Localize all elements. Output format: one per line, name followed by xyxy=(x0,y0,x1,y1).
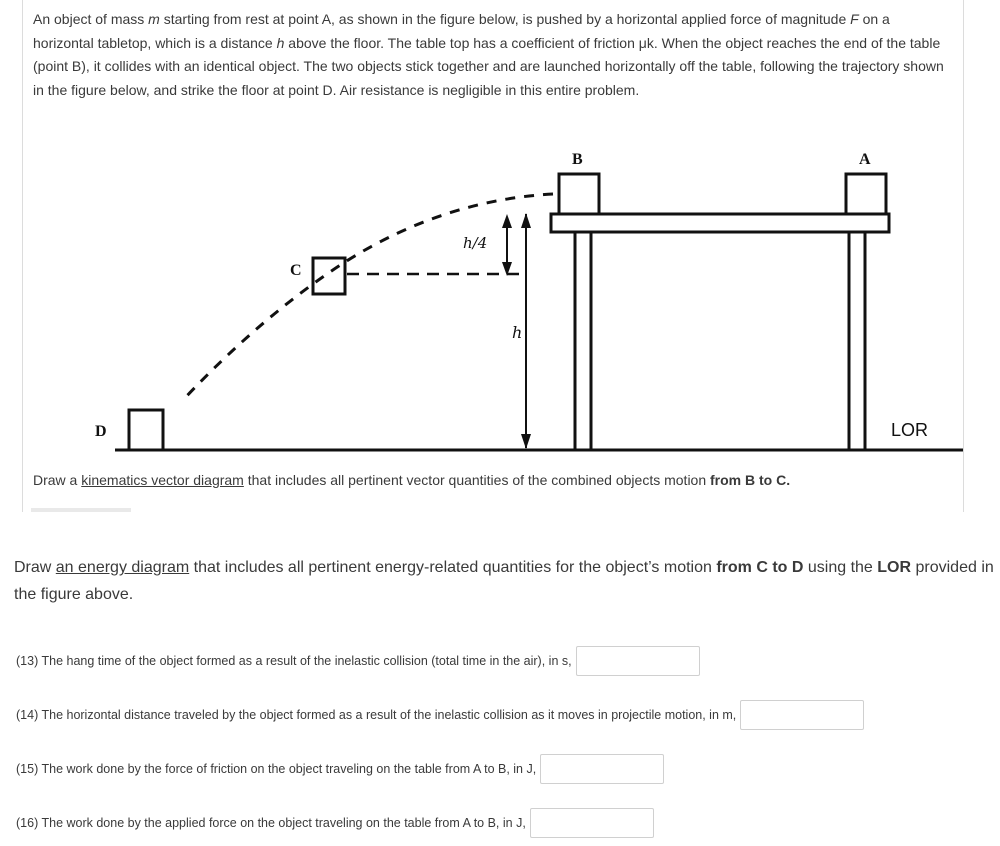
question-15-answer-input[interactable] xyxy=(540,754,664,784)
label-A: A xyxy=(859,151,871,168)
intro-text-4: above the floor. The table top has a coefficient of friction μk. When the object reaches the end of the table (point B), it collides with an identical object. The two objects stick together and are launched horizontally off the table, following the trajectory shown in the figure below, and strike the floor at point D. Air resistance is negligible in this entire problem. xyxy=(33,34,944,98)
intro-text-2: starting from rest at point A, as shown in the figure below, is pushed by a horizontal applied force of magnitude xyxy=(159,11,851,27)
label-h4: h/4 xyxy=(463,234,488,252)
question-14-answer-input[interactable] xyxy=(740,700,864,730)
h-arrow-head-up xyxy=(521,213,531,228)
label-D: D xyxy=(95,423,107,440)
question-13-text: (13) The hang time of the object formed as a result of the inelastic collision (total time in the air), in s, xyxy=(16,654,572,668)
box-at-D xyxy=(129,410,163,450)
h4-arrow-head-up xyxy=(502,214,512,228)
label-C: C xyxy=(290,262,302,279)
force-symbol: F xyxy=(850,11,859,27)
question-16-answer-input[interactable] xyxy=(530,808,654,838)
h-arrow-head-down xyxy=(521,434,531,449)
table-leg-left xyxy=(575,232,591,450)
question-15-text: (15) The work done by the force of friction on the object traveling on the table from A to B, in J, xyxy=(16,762,537,776)
problem-panel xyxy=(22,0,964,512)
box-at-A xyxy=(846,174,886,214)
table-top xyxy=(551,214,889,232)
energy-prompt: Draw an energy diagram that includes all pertinent energy-related quantities for the object’s motion from C to D using the LOR provided in the figure above. xyxy=(14,559,994,603)
label-h: h xyxy=(512,323,523,342)
question-13 xyxy=(16,646,700,676)
label-LOR: LOR xyxy=(891,420,929,440)
box-at-C xyxy=(313,258,345,294)
problem-figure xyxy=(23,0,963,470)
question-16 xyxy=(16,808,654,838)
question-14 xyxy=(16,700,864,730)
energy-diagram-link[interactable]: an energy diagram xyxy=(55,559,190,576)
trajectory-path xyxy=(183,194,553,400)
label-B: B xyxy=(572,151,583,168)
intro-text-3: on a horizontal tabletop, which is a distance xyxy=(33,11,890,51)
box-at-B xyxy=(559,174,599,214)
table-leg-right xyxy=(849,232,865,450)
height-symbol: h xyxy=(276,34,285,51)
intro-text-1: An object of mass xyxy=(33,11,149,27)
question-16-text: (16) The work done by the applied force on the object traveling on the table from A to B, in J, xyxy=(16,816,526,830)
question-14-text: (14) The horizontal distance traveled by the object formed as a result of the inelastic collision as it moves in projectile motion, in m, xyxy=(16,708,737,722)
kinematics-diagram-link[interactable]: kinematics vector diagram xyxy=(81,472,244,488)
divider-bar xyxy=(31,508,131,512)
mass-symbol: m xyxy=(148,11,160,27)
question-13-answer-input[interactable] xyxy=(576,646,700,676)
question-15 xyxy=(16,754,664,784)
kinematics-prompt: Draw a kinematics vector diagram that includes all pertinent vector quantities of the combined objects motion from B to C. xyxy=(33,472,791,488)
